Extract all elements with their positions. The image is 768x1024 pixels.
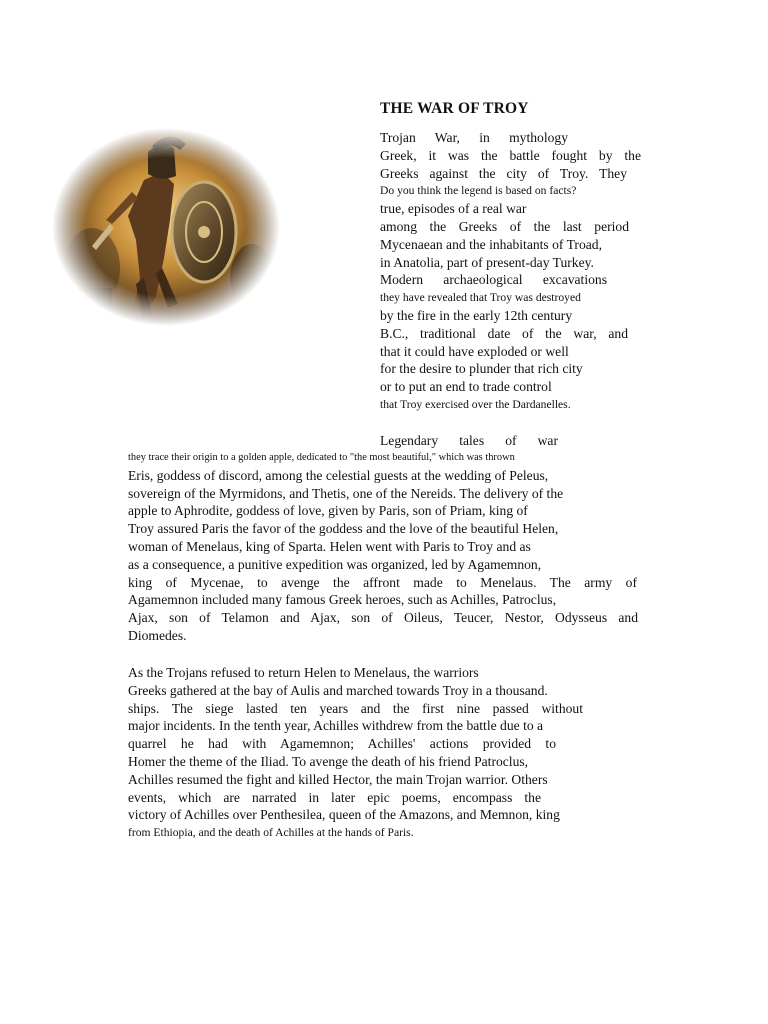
text-line: Eris, goddess of discord, among the celestial guests at the wedding of Peleus, [128, 467, 549, 483]
text-line: Greeks against the city of Troy. They [380, 165, 627, 181]
text-line: As the Trojans refused to return Helen to Menelaus, the warriors [128, 665, 479, 680]
text-line: Modern archaeological excavations [380, 272, 607, 288]
text-line: quarrel he had with Agamemnon; Achilles' actions provided to [128, 736, 556, 752]
text-line: that Troy exercised over the Dardanelles. [380, 398, 571, 411]
text-line: Do you think the legend is based on facts? [380, 184, 577, 198]
text-line: events, which are narrated in later epic poems, encompass the [128, 789, 541, 805]
text-line: sovereign of the Myrmidons, and Thetis, one of the Nereids. The delivery of the [128, 485, 564, 501]
text-line: among the Greeks of the last period [380, 219, 629, 234]
text-line: Troy assured Paris the favor of the goddess and the love of the beautiful Helen, [128, 521, 559, 537]
text-line: in Anatolia, part of present-day Turkey. [380, 254, 594, 270]
text-line: as a consequence, a punitive expedition was organized, led by Agamemnon, [128, 556, 542, 572]
text-line: Achilles resumed the fight and killed Hector, the main Trojan warrior. Others [128, 771, 548, 787]
text-line: ships. The siege lasted ten years and the first nine passed without [128, 700, 583, 716]
text-line: Greek, it was the battle fought by the [380, 147, 641, 163]
text-line: Trojan War, in mythology [380, 130, 568, 145]
text-line: by the fire in the early 12th century [380, 308, 573, 323]
text-line: Mycenaean and the inhabitants of Troad, [380, 236, 602, 252]
warrior-with-shield-icon [52, 128, 280, 326]
text-line: B.C., traditional date of the war, and [380, 325, 628, 341]
text-line: that it could have exploded or well [380, 343, 569, 359]
legend-first-line: Legendary tales of war [380, 433, 558, 448]
text-line: Diomedes. [128, 628, 187, 643]
text-line: true, episodes of a real war [380, 201, 527, 217]
text-line: or to put an end to trade control [380, 379, 552, 395]
text-line: Greeks gathered at the bay of Aulis and marched towards Troy in a thousand. [128, 682, 548, 698]
text-line: they trace their origin to a golden apple, dedicated to "the most beautiful," which was thrown [128, 452, 515, 463]
text-line: Agamemnon included many famous Greek heroes, such as Achilles, Patroclus, [128, 592, 557, 608]
text-line: woman of Menelaus, king of Sparta. Helen went with Paris to Troy and as [128, 539, 531, 554]
text-line: from Ethiopia, and the death of Achilles at the hands of Paris. [128, 826, 414, 840]
document-title: THE WAR OF TROY [380, 100, 529, 117]
text-line: king of Mycenae, to avenge the affront made to Menelaus. The army of [128, 574, 637, 590]
text-line: major incidents. In the tenth year, Achilles withdrew from the battle due to a [128, 718, 544, 734]
text-line: apple to Aphrodite, goddess of love, given by Paris, son of Priam, king of [128, 503, 528, 519]
text-line: for the desire to plunder that rich city [380, 361, 583, 377]
text-line: Ajax, son of Telamon and Ajax, son of Oileus, Teucer, Nestor, Odysseus and [128, 610, 638, 626]
text-line: Homer the theme of the Iliad. To avenge the death of his friend Patroclus, [128, 754, 529, 769]
text-line: victory of Achilles over Penthesilea, queen of the Amazons, and Memnon, king [128, 807, 560, 823]
text-line: they have revealed that Troy was destroyed [380, 291, 581, 305]
